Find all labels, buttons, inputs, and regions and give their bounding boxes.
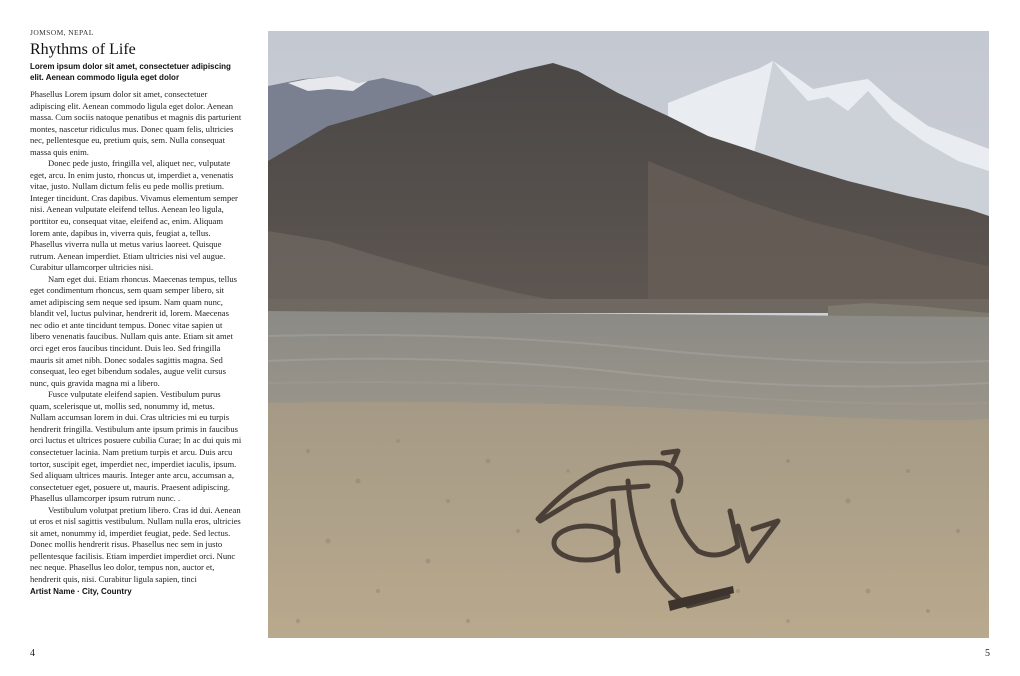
body-paragraph: Fusce vulputate eleifend sapien. Vestibulum purus quam, scelerisque ut, mollis sed, nonummy id, metus. Nullam accumsan lorem in dui. Cras ultricies mi eu turpis hendrerit fringilla. Vestibulum ante ipsum primis in faucibus orci luctus et ultrices posuere cubilia Curae; In ac dui quis mi consectetuer lacinia. Nam pretium turpis et arcu. Duis arcu tortor, suscipit eget, imperdiet nec, imperdiet iaculis, ipsum. Sed aliquam ultrices mauris. Integer ante arcu, accumsan a, consectetuer eget, posuere ut, mauris. Praesent adipiscing. Phasellus ullamcorper ipsum rutrum nunc. .	[30, 389, 242, 504]
article-body	[30, 89, 242, 586]
body-paragraph: Vestibulum volutpat pretium libero. Cras id dui. Aenean ut eros et nisl sagittis vestibulum. Nullam nulla eros, ultricies sit amet, nonummy id, imperdiet feugiat, pede. Sed lectus. Donec mollis hendrerit risus. Phasellus nec sem in justo pellentesque facilisis. Etiam imperdiet imperdiet orci. Nunc nec neque. Phasellus leo dolor, tempus non, auctor et, hendrerit quis, nisi. Curabitur ligula sapien, tinci	[30, 504, 241, 584]
page-number-left: 4	[30, 648, 35, 659]
photo-illustration	[268, 31, 989, 638]
location-label: JOMSOM, NEPAL	[30, 28, 94, 37]
body-paragraph: Nam eget dui. Etiam rhoncus. Maecenas tempus, tellus eget condimentum rhoncus, sem quam semper libero, sit amet adipiscing sem neque sed ipsum. Nam quam nunc, blandit vel, luctus pulvinar, hendrerit id, lorem. Maecenas nec odio et ante tincidunt tempus. Donec vitae sapien ut libero venenatis faucibus. Nullam quis ante. Etiam sit amet orci eget eros faucibus tincidunt. Duis leo. Sed fringilla mauris sit amet nibh. Donec sodales sagittis magna. Sed consequat, leo eget bibendum sodales, augue velit cursus nunc, quis gravida magna mi a libero.	[30, 273, 238, 388]
article-column	[30, 28, 242, 596]
body-paragraph: Donec pede justo, fringilla vel, aliquet nec, vulputate eget, arcu. In enim justo, rhoncus ut, imperdiet a, venenatis vitae, justo. Nullam dictum felis eu pede mollis pretium. Integer tincidunt. Cras dapibus. Vivamus elementum semper nisi. Aenean vulputate eleifend tellus. Aenean leo ligula, porttitor eu, consequat vitae, eleifend ac, enim. Aliquam lorem ante, dapibus in, viverra quis, feugiat a, tellus. Phasellus viverra nulla ut metus varius laoreet. Quisque rutrum. Aenean imperdiet. Etiam ultricies nisi vel augue. Curabitur ullamcorper ultricies nisi.	[30, 158, 238, 273]
artist-credit: Artist Name · City, Country	[30, 586, 132, 596]
body-paragraph: Phasellus Lorem ipsum dolor sit amet, consectetuer adipiscing elit. Aenean commodo ligula eget dolor. Aenean massa. Cum sociis natoque penatibus et magnis dis parturient montes, nascetur ridiculus mus. Donec quam felis, ultricies nec, pellentesque eu, pretium quis, sem. Nulla consequat massa quis enim.	[30, 89, 242, 157]
article-title: Rhythms of Life	[30, 41, 136, 58]
article-subtitle: Lorem ipsum dolor sit amet, consectetuer adipiscing elit. Aenean commodo ligula eget dolor	[30, 62, 231, 82]
sandy-foreground	[268, 402, 989, 638]
page-number-right: 5	[985, 648, 990, 659]
landscape-photo	[268, 31, 989, 638]
